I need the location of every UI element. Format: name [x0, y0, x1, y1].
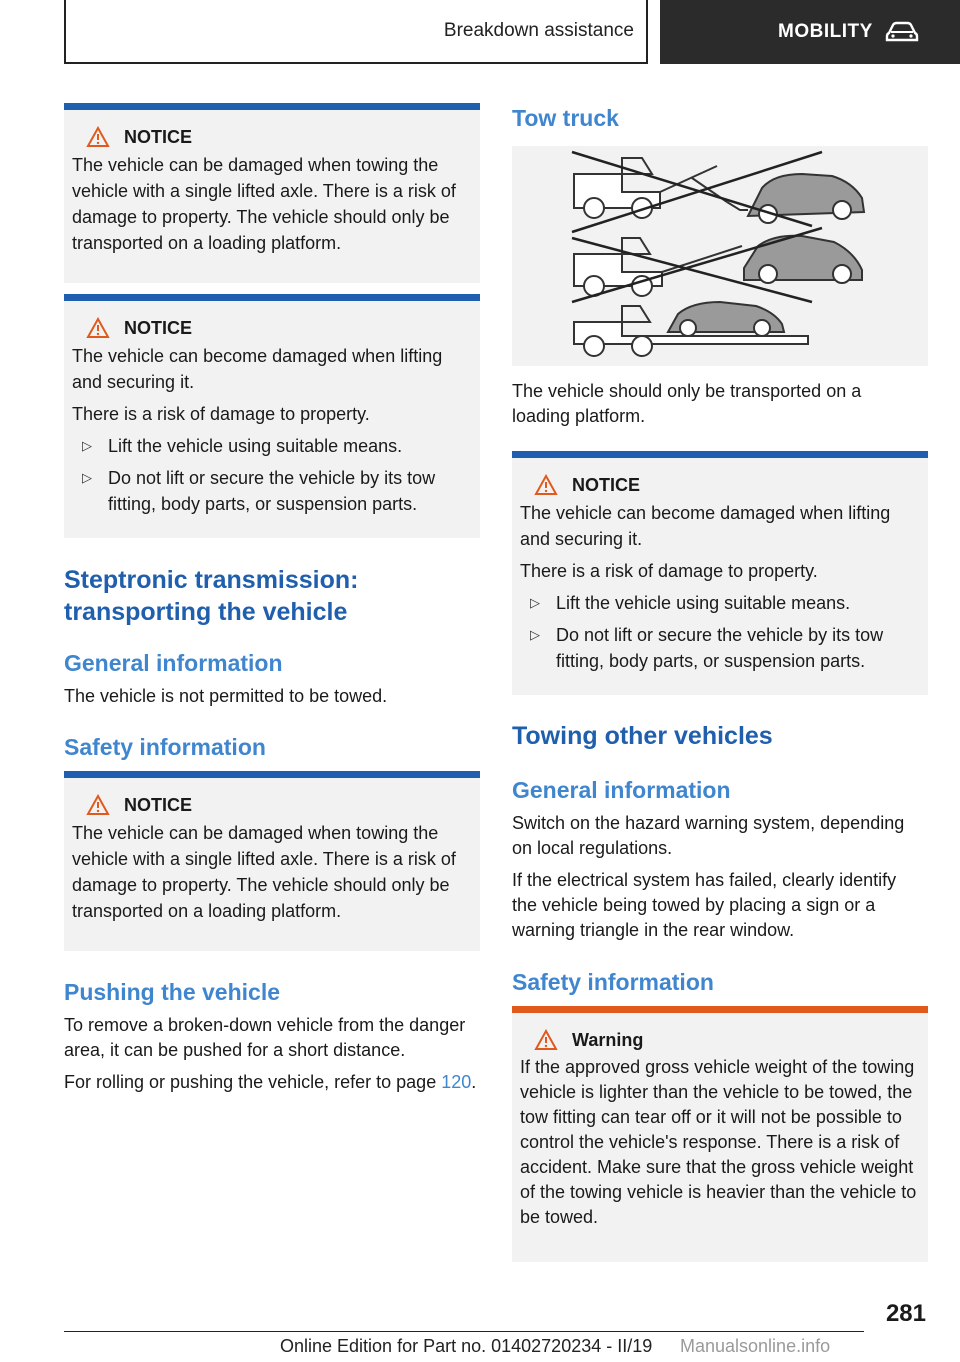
notice-box-4 [512, 451, 928, 695]
general-information-text [512, 811, 922, 950]
subheading-general-information: General information [512, 777, 731, 803]
footer-divider [64, 1331, 864, 1332]
list-item: ▷ Do not lift or secure the vehicle by its tow fitting, body parts, or suspension parts. [82, 468, 436, 514]
watermark-text: Manualsonline.info [680, 1336, 831, 1356]
page-number: 281 [885, 1300, 926, 1327]
subheading-pushing-vehicle: Pushing the vehicle [64, 979, 280, 1005]
list-item: ▷ Do not lift or secure the vehicle by its tow fitting, body parts, or suspension parts. [530, 625, 884, 671]
list-item: ▷ Lift the vehicle using suitable means. [530, 593, 851, 613]
notice-box-3 [64, 771, 480, 951]
notice-paragraph: There is a risk of damage to property. [72, 404, 370, 424]
header-section-title: Breakdown assistance [443, 20, 634, 41]
warning-triangle-icon [86, 794, 110, 816]
car-icon [885, 21, 919, 43]
subheading-safety-information: Safety information [512, 969, 714, 995]
pushing-paragraph-ref: For rolling or pushing the vehicle, refer to page 120. [64, 1072, 477, 1092]
header-chapter-tab [660, 0, 960, 64]
notice-title: NOTICE [534, 470, 922, 500]
notice-body: The vehicle can be damaged when towing the vehicle with a single lifted axle. There is a risk of damage to property. The vehicle should only be transported on a loading platform. [72, 823, 456, 921]
illustration-caption: The vehicle should only be transported on a loading platform. [512, 381, 862, 426]
tow-truck-wheel-lift [574, 158, 748, 218]
warning-triangle-icon [534, 1029, 558, 1051]
notice-title: NOTICE [86, 122, 474, 152]
subheading-safety-information: Safety information [64, 734, 266, 760]
header-section-tab [64, 0, 648, 64]
notice-title: NOTICE [86, 790, 474, 820]
header-chapter-title: MOBILITY [778, 21, 873, 42]
warning-triangle-icon [534, 474, 558, 496]
section-heading-steptronic: Steptronic transmission: transporting the vehicle [64, 566, 359, 626]
tow-truck-crane [574, 238, 742, 296]
warning-box [512, 1006, 928, 1262]
car-on-platform [668, 302, 784, 336]
car-towed-row1 [748, 174, 864, 223]
notice-title: NOTICE [86, 313, 474, 343]
warning-title: Warning [534, 1025, 922, 1055]
notice-box-1 [64, 103, 480, 283]
warning-body: If the approved gross vehicle weight of the towing vehicle is lighter than the vehicle to be towed, the tow fitting can tear off or it will not be possible to control the vehicle's response. There is a risk of accident. Make sure that the gross vehicle weight of the towing vehicle is heavier than the vehicle to be towed. [520, 1057, 917, 1227]
notice-paragraph: The vehicle can become damaged when lifting and securing it. [520, 503, 891, 549]
section-heading-towing-other-vehicles: Towing other vehicles [512, 722, 773, 750]
general-paragraph: Switch on the hazard warning system, depending on local regulations. [512, 813, 905, 858]
edition-text: Online Edition for Part no. 01402720234 - II/19 [280, 1336, 653, 1356]
notice-box-2 [64, 294, 480, 538]
page-reference-link[interactable]: 120 [441, 1072, 472, 1092]
notice-body: The vehicle can be damaged when towing the vehicle with a single lifted axle. There is a risk of damage to property. The vehicle should only be transported on a loading platform. [72, 155, 456, 253]
car-towed-row2 [744, 236, 862, 283]
notice-list [520, 590, 922, 674]
pushing-text [64, 1013, 480, 1102]
section-heading-tow-truck: Tow truck [512, 105, 619, 131]
notice-list [72, 433, 474, 517]
warning-triangle-icon [86, 317, 110, 339]
pushing-paragraph: To remove a broken-down vehicle from the danger area, it can be pushed for a short distance. [64, 1015, 466, 1060]
notice-paragraph: The vehicle can become damaged when lifting and securing it. [72, 346, 443, 392]
general-information-text: The vehicle is not permitted to be towed. [64, 686, 388, 706]
warning-triangle-icon [86, 126, 110, 148]
notice-paragraph: There is a risk of damage to property. [520, 561, 818, 581]
general-paragraph: If the electrical system has failed, clearly identify the vehicle being towed by placing a sign or a warning triangle in the rear window. [512, 870, 897, 940]
subheading-general-information: General information [64, 650, 283, 676]
tow-truck-illustration [512, 146, 928, 366]
list-item: ▷ Lift the vehicle using suitable means. [82, 436, 403, 456]
